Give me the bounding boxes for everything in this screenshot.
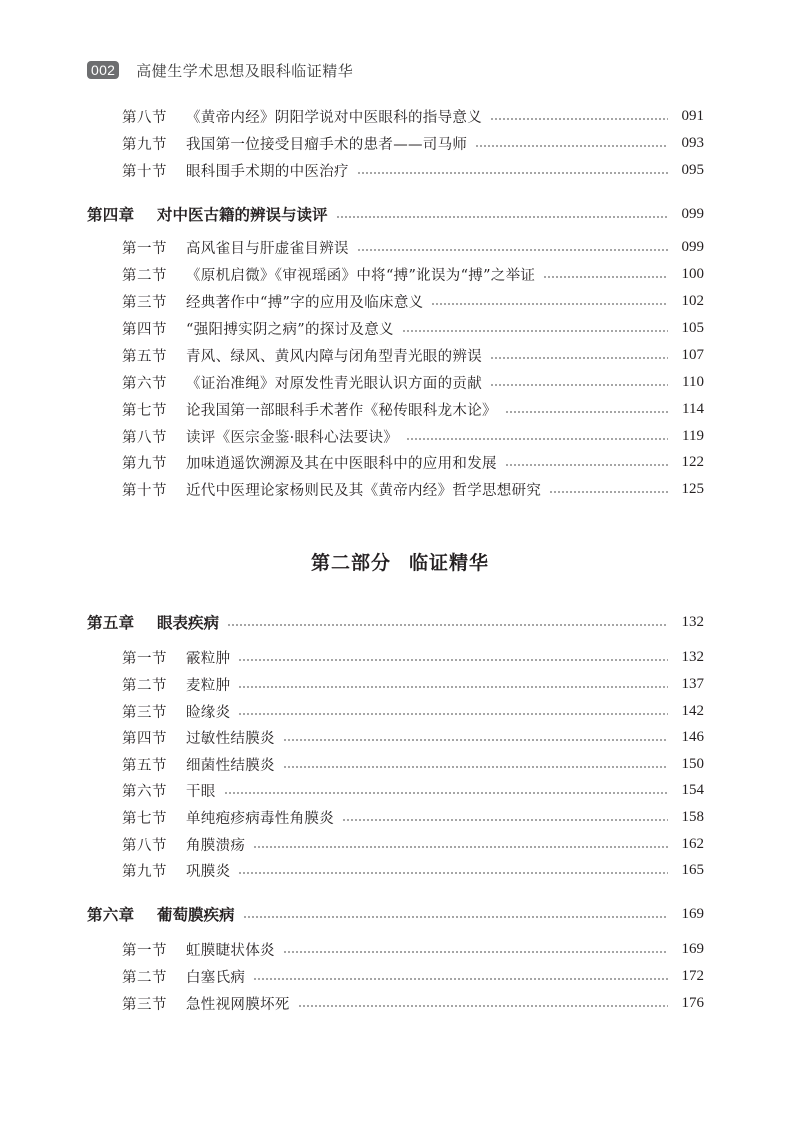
toc-entry[interactable] xyxy=(122,859,704,881)
section-label: 第二节 xyxy=(122,267,167,284)
section-label: 第二节 xyxy=(122,677,167,694)
section-title: 虹膜睫状体炎 xyxy=(186,942,275,959)
chapter-title: 眼表疾病 xyxy=(157,613,220,632)
dot-leader xyxy=(490,118,668,120)
toc-chapter-6[interactable] xyxy=(87,903,704,925)
toc-entry[interactable] xyxy=(122,992,704,1014)
section-label: 第九节 xyxy=(122,455,167,472)
page-number: 105 xyxy=(681,319,704,336)
toc-entry[interactable] xyxy=(122,105,704,127)
section-title: 加味逍遥饮溯源及其在中医眼科中的应用和发展 xyxy=(186,455,497,472)
dot-leader xyxy=(402,330,668,332)
page-number: 093 xyxy=(681,134,704,151)
page-number: 150 xyxy=(681,755,704,772)
page-number: 137 xyxy=(681,675,704,692)
page-number: 125 xyxy=(681,480,704,497)
page-number: 132 xyxy=(681,613,704,630)
dot-leader xyxy=(490,357,668,359)
chapter-label: 第六章 xyxy=(87,905,135,924)
toc-entry[interactable] xyxy=(122,159,704,181)
section-title: 麦粒肿 xyxy=(186,677,231,694)
section-label: 第四节 xyxy=(122,730,167,747)
toc-entry[interactable] xyxy=(122,317,704,339)
toc-entry[interactable] xyxy=(122,806,704,828)
dot-leader xyxy=(543,276,668,278)
page-number: 162 xyxy=(681,835,704,852)
page-number-badge: 002 xyxy=(87,61,119,79)
section-label: 第八节 xyxy=(122,837,167,854)
dot-leader xyxy=(238,713,668,715)
dot-leader xyxy=(283,739,668,741)
toc-entry[interactable] xyxy=(122,344,704,366)
book-title: 高健生学术思想及眼科临证精华 xyxy=(136,61,354,80)
chapter-label: 第四章 xyxy=(87,205,135,224)
section-title: 过敏性结膜炎 xyxy=(186,730,275,747)
dot-leader xyxy=(342,819,668,821)
section-label: 第一节 xyxy=(122,650,167,667)
section-title: 急性视网膜坏死 xyxy=(186,996,290,1013)
dot-leader xyxy=(505,411,668,413)
chapter-title: 对中医古籍的辨误与读评 xyxy=(157,205,328,224)
section-title: “强阳搏实阴之病”的探讨及意义 xyxy=(186,321,394,338)
page-number: 132 xyxy=(681,648,704,665)
dot-leader xyxy=(336,216,668,218)
section-label: 第一节 xyxy=(122,942,167,959)
toc-entry[interactable] xyxy=(122,833,704,855)
section-title: 巩膜炎 xyxy=(186,863,231,880)
toc-entry[interactable] xyxy=(122,263,704,285)
toc-entry[interactable] xyxy=(122,398,704,420)
page-number: 095 xyxy=(681,161,704,178)
page-number: 169 xyxy=(681,940,704,957)
page-number: 154 xyxy=(681,781,704,798)
section-label: 第九节 xyxy=(122,136,167,153)
part-title: 临证精华 xyxy=(409,552,490,574)
section-label: 第五节 xyxy=(122,757,167,774)
dot-leader xyxy=(406,438,668,440)
dot-leader xyxy=(238,659,668,661)
toc-entry[interactable] xyxy=(122,700,704,722)
toc-chapter-4[interactable] xyxy=(87,203,704,225)
section-title: 眼科围手术期的中医治疗 xyxy=(186,163,349,180)
page-number: 158 xyxy=(681,808,704,825)
section-label: 第七节 xyxy=(122,810,167,827)
toc-entry[interactable] xyxy=(122,371,704,393)
section-label: 第三节 xyxy=(122,294,167,311)
chapter-title: 葡萄膜疾病 xyxy=(157,905,235,924)
toc-entry[interactable] xyxy=(122,726,704,748)
section-title: 干眼 xyxy=(186,783,216,800)
page-number: 107 xyxy=(681,346,704,363)
dot-leader xyxy=(224,792,668,794)
dot-leader xyxy=(505,464,668,466)
section-label: 第五节 xyxy=(122,348,167,365)
section-label: 第八节 xyxy=(122,109,167,126)
toc-entry[interactable] xyxy=(122,938,704,960)
page-number: 114 xyxy=(682,400,704,417)
page-number: 172 xyxy=(681,967,704,984)
page-number: 165 xyxy=(681,861,704,878)
section-title: 霰粒肿 xyxy=(186,650,231,667)
dot-leader xyxy=(227,624,668,626)
section-label: 第二节 xyxy=(122,969,167,986)
toc-entry[interactable] xyxy=(122,673,704,695)
toc-entry[interactable] xyxy=(122,646,704,668)
page-number: 119 xyxy=(682,427,704,444)
toc-entry[interactable] xyxy=(122,236,704,258)
section-title: 《证治准绳》对原发性青光眼认识方面的贡献 xyxy=(186,375,482,392)
part-number: 第二部分 xyxy=(310,552,391,574)
dot-leader xyxy=(357,172,668,174)
section-label: 第七节 xyxy=(122,402,167,419)
section-label: 第六节 xyxy=(122,375,167,392)
toc-entry[interactable] xyxy=(122,965,704,987)
section-title: 经典著作中“搏”字的应用及临床意义 xyxy=(186,294,424,311)
section-label: 第八节 xyxy=(122,429,167,446)
dot-leader xyxy=(298,1005,668,1007)
toc-entry[interactable] xyxy=(122,132,704,154)
toc-entry[interactable] xyxy=(122,290,704,312)
section-title: 睑缘炎 xyxy=(186,704,231,721)
section-label: 第九节 xyxy=(122,863,167,880)
page-number: 099 xyxy=(681,238,704,255)
page-number: 100 xyxy=(681,265,704,282)
toc-entry[interactable] xyxy=(122,425,704,447)
toc-entry[interactable] xyxy=(122,451,704,473)
page-number: 091 xyxy=(681,107,704,124)
toc-chapter-5[interactable] xyxy=(87,611,704,633)
section-title: 青风、绿风、黄风内障与闭角型青光眼的辨误 xyxy=(186,348,482,365)
page-number: 099 xyxy=(681,205,704,222)
page-number: 169 xyxy=(681,905,704,922)
page-number: 110 xyxy=(682,373,704,390)
section-title: 高风雀目与肝虚雀目辨误 xyxy=(186,240,349,257)
section-label: 第六节 xyxy=(122,783,167,800)
dot-leader xyxy=(243,916,668,918)
section-title: 《黄帝内经》阴阳学说对中医眼科的指导意义 xyxy=(186,109,482,126)
section-label: 第十节 xyxy=(122,482,167,499)
section-title: 论我国第一部眼科手术著作《秘传眼科龙木论》 xyxy=(186,402,497,419)
dot-leader xyxy=(490,384,668,386)
section-title: 角膜溃疡 xyxy=(186,837,246,854)
section-title: 单纯疱疹病毒性角膜炎 xyxy=(186,810,334,827)
page-number: 122 xyxy=(681,453,704,470)
section-title: 细菌性结膜炎 xyxy=(186,757,275,774)
section-label: 第十节 xyxy=(122,163,167,180)
section-label: 第三节 xyxy=(122,704,167,721)
dot-leader xyxy=(357,249,668,251)
section-label: 第三节 xyxy=(122,996,167,1013)
section-title: 白塞氏病 xyxy=(186,969,246,986)
section-title: 读评《医宗金鉴·眼科心法要诀》 xyxy=(186,429,399,446)
section-title: 我国第一位接受目瘤手术的患者——司马师 xyxy=(186,136,468,153)
running-header xyxy=(87,60,353,80)
dot-leader xyxy=(238,872,668,874)
dot-leader xyxy=(475,145,668,147)
part-heading xyxy=(0,548,800,575)
section-title: 近代中医理论家杨则民及其《黄帝内经》哲学思想研究 xyxy=(186,482,542,499)
dot-leader xyxy=(253,978,668,980)
section-title: 《原机启微》《审视瑶函》中将“搏”讹误为“搏”之举证 xyxy=(186,267,536,284)
toc-entry[interactable] xyxy=(122,779,704,801)
toc-entry[interactable] xyxy=(122,478,704,500)
section-label: 第四节 xyxy=(122,321,167,338)
dot-leader xyxy=(238,686,668,688)
dot-leader xyxy=(283,951,668,953)
dot-leader xyxy=(431,303,668,305)
toc-entry[interactable] xyxy=(122,753,704,775)
page-number: 146 xyxy=(681,728,704,745)
section-label: 第一节 xyxy=(122,240,167,257)
dot-leader xyxy=(283,766,668,768)
page-number: 102 xyxy=(681,292,704,309)
page-number: 142 xyxy=(681,702,704,719)
dot-leader xyxy=(549,491,668,493)
page-number: 176 xyxy=(681,994,704,1011)
chapter-label: 第五章 xyxy=(87,613,135,632)
dot-leader xyxy=(253,846,668,848)
